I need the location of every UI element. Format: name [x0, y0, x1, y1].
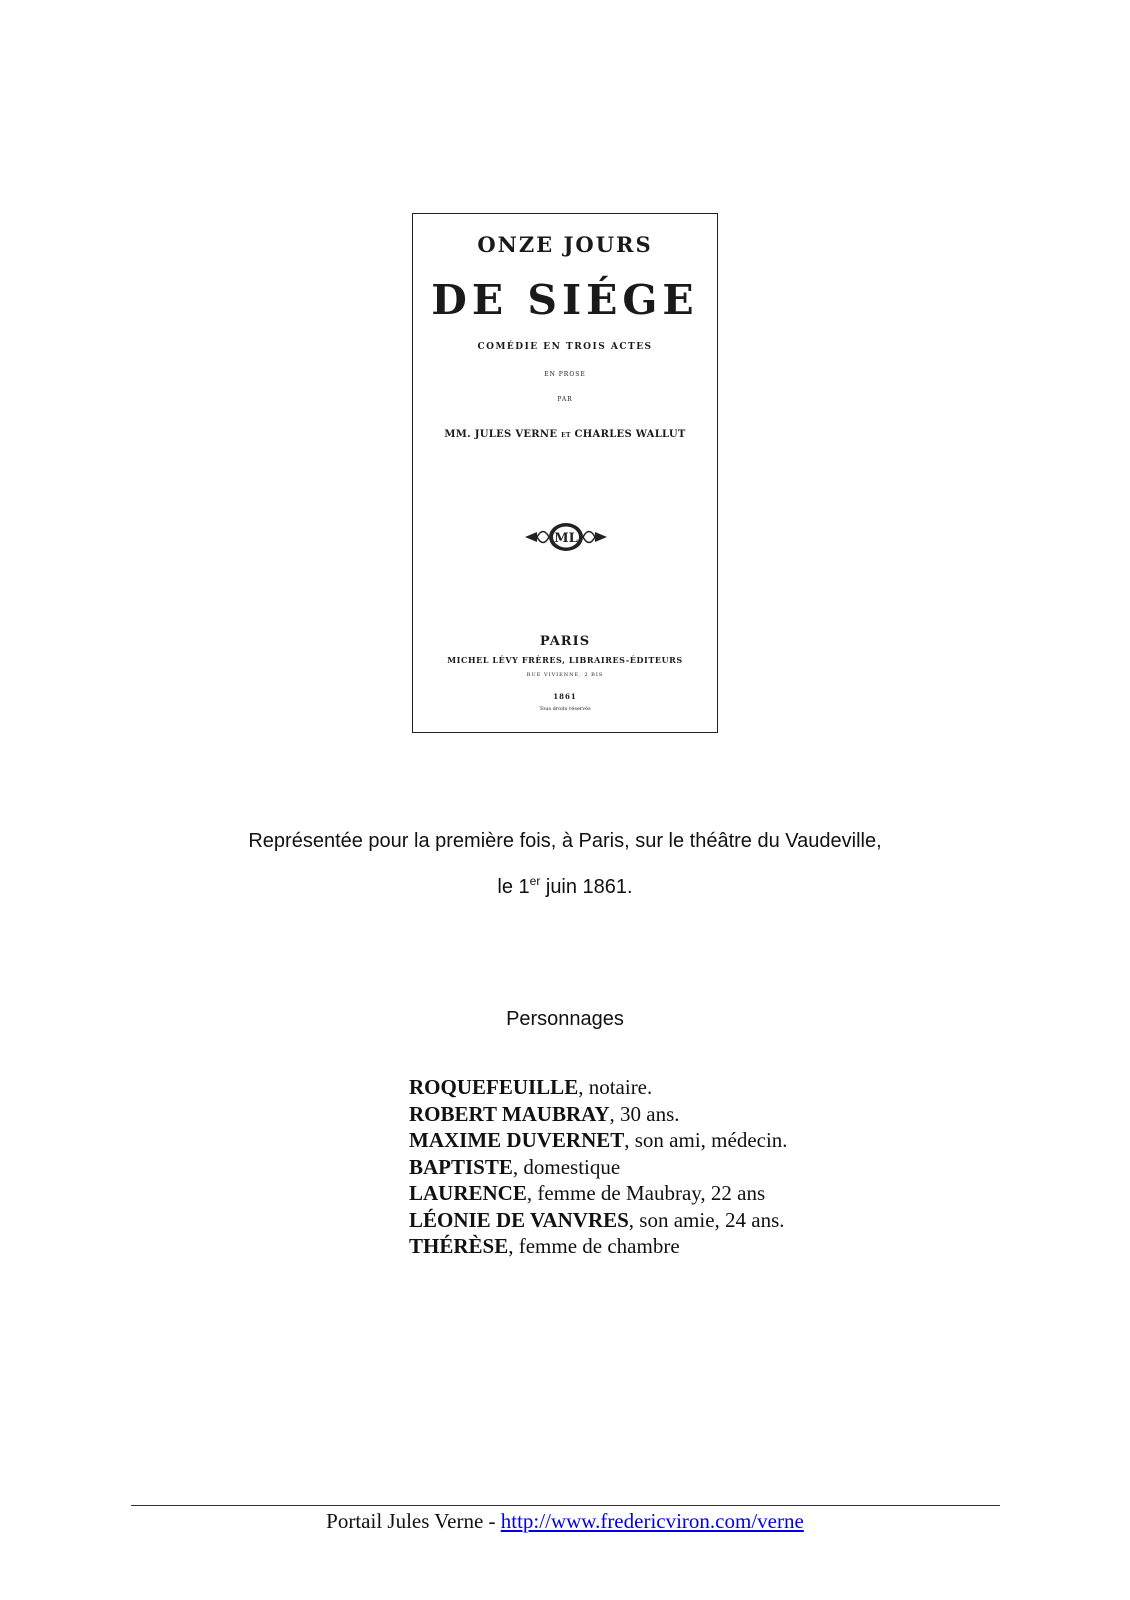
cast-desc: , notaire.: [578, 1075, 653, 1099]
cast-desc: , femme de chambre: [508, 1234, 680, 1258]
cover-subtitle: COMÉDIE EN TROIS ACTES: [477, 342, 653, 352]
cover-par: PAR: [557, 396, 573, 403]
cast-list: [409, 1074, 788, 1260]
emblem-monogram: ML: [554, 531, 578, 546]
premiere-date-prefix: le 1: [497, 876, 530, 898]
cast-desc: , femme de Maubray, 22 ans: [526, 1181, 766, 1205]
cast-item: [409, 1074, 788, 1101]
cast-item: [409, 1127, 788, 1154]
cast-name: ROBERT MAUBRAY: [409, 1101, 610, 1126]
cast-item: [409, 1207, 788, 1234]
premiere-date-superscript: er: [529, 874, 541, 888]
cast-desc: , domestique: [512, 1154, 621, 1179]
title-page-image: [412, 213, 718, 733]
premiere-date-suffix: juin 1861.: [540, 876, 633, 898]
cover-author-1: MM. JULES VERNE: [444, 429, 558, 440]
premiere-date: [0, 876, 1130, 899]
cover-year: 1861: [553, 692, 577, 701]
footer-divider: [131, 1505, 1000, 1506]
cover-publisher: MICHEL LÉVY FRÈRES, LIBRAIRES-ÉDITEURS: [447, 655, 683, 665]
cast-item: [409, 1180, 788, 1207]
cover-city: PARIS: [539, 634, 591, 649]
cast-desc: , 30 ans.: [609, 1101, 680, 1126]
footer-label: Portail Jules Verne -: [326, 1509, 501, 1533]
cast-name: THÉRÈSE: [409, 1234, 509, 1258]
cover-prose: EN PROSE: [544, 371, 586, 378]
cast-item: [409, 1233, 788, 1260]
cover-author-conj: ET: [561, 432, 571, 439]
cast-name: LÉONIE DE VANVRES: [409, 1207, 629, 1232]
cast-name: BAPTISTE: [409, 1154, 513, 1179]
cast-desc: , son ami, médecin.: [624, 1128, 788, 1152]
cast-name: ROQUEFEUILLE: [409, 1075, 579, 1099]
page-footer: [0, 1509, 1130, 1534]
premiere-text: Représentée pour la première fois, à Paris, sur le théâtre du Vaudeville,: [248, 830, 882, 852]
cover-address: RUE VIVIENNE, 2 BIS: [526, 672, 604, 678]
cast-name: LAURENCE: [409, 1181, 527, 1205]
cover-title-line-1: ONZE JOURS: [477, 232, 653, 257]
cast-item: [409, 1101, 788, 1128]
cast-item: [409, 1154, 788, 1181]
personnages-heading: Personnages: [506, 1008, 624, 1030]
cover-title-line-2: DE SIÉGE: [431, 276, 699, 324]
cover-author-2: CHARLES WALLUT: [574, 429, 686, 440]
footer-link[interactable]: http://www.fredericviron.com/verne: [500, 1509, 804, 1533]
cast-name: MAXIME DUVERNET: [409, 1128, 625, 1152]
cover-rights: Tous droits réservés: [539, 706, 591, 712]
cast-desc: , son amie, 24 ans.: [628, 1207, 785, 1232]
publisher-emblem-icon: [523, 520, 609, 554]
cover-authors: [413, 429, 717, 440]
